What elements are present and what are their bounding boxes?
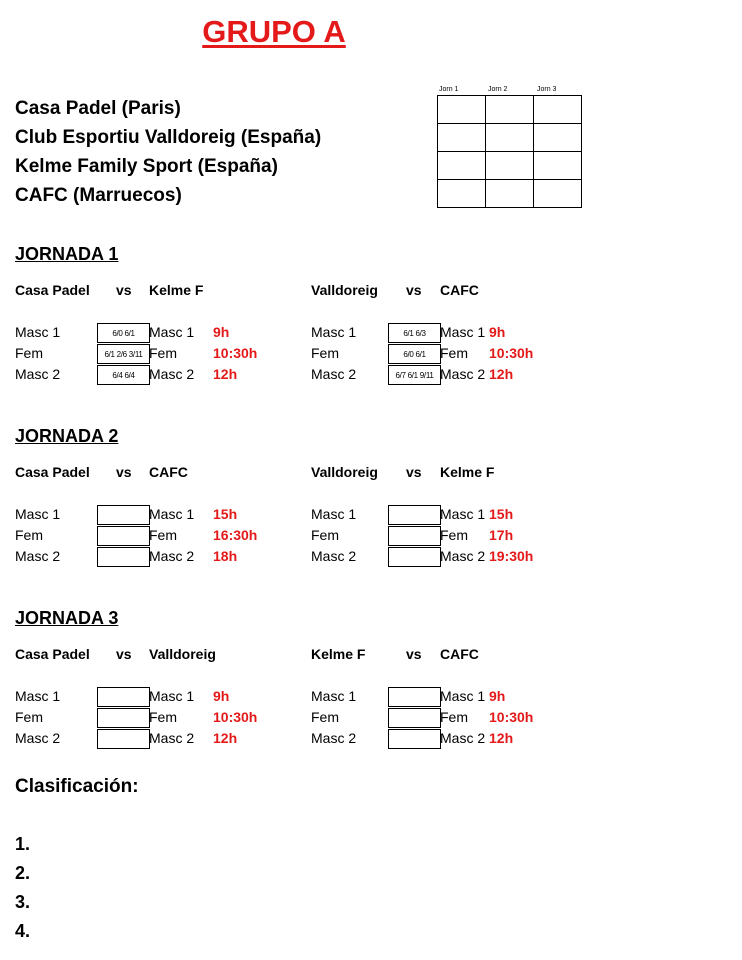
match-time: 12h: [213, 730, 238, 746]
category-label: Masc 1: [311, 324, 357, 340]
jornada-title: JORNADA 2: [15, 426, 119, 446]
category-label-opponent: Masc 2: [149, 366, 195, 382]
match-time: 15h: [213, 506, 238, 522]
match-time: 18h: [213, 548, 238, 564]
result-box[interactable]: [97, 708, 150, 728]
category-label: Masc 2: [311, 730, 357, 746]
classification-position-2: 2.: [15, 863, 31, 883]
category-label-opponent: Fem: [440, 527, 468, 543]
match-away-team: Kelme F: [440, 464, 495, 480]
grid-cell[interactable]: [486, 152, 534, 180]
category-label-opponent: Masc 1: [149, 324, 195, 340]
category-label: Fem: [311, 345, 339, 361]
team-3: Kelme Family Sport (España): [15, 156, 278, 177]
match-vs-label: vs: [116, 646, 132, 662]
category-label: Fem: [15, 709, 43, 725]
category-label-opponent: Fem: [149, 345, 177, 361]
match-home-team: Valldoreig: [311, 464, 378, 480]
classification-position-4: 4.: [15, 921, 31, 941]
category-label: Fem: [311, 709, 339, 725]
result-box[interactable]: 6/0 6/1: [388, 344, 441, 364]
category-label: Masc 1: [15, 506, 61, 522]
jornada-title: JORNADA 3: [15, 608, 119, 628]
grid-cell[interactable]: [486, 180, 534, 208]
result-box[interactable]: 6/7 6/1 9/11: [388, 365, 441, 385]
result-box[interactable]: [97, 687, 150, 707]
match-home-team: Casa Padel: [15, 282, 90, 298]
match-time: 10:30h: [489, 345, 534, 361]
category-label-opponent: Masc 1: [149, 688, 195, 704]
match-time: 17h: [489, 527, 514, 543]
grid-header-1: Jorn 1: [439, 86, 459, 93]
grid-cell[interactable]: [534, 180, 582, 208]
category-label-opponent: Fem: [149, 527, 177, 543]
category-label: Masc 1: [15, 324, 61, 340]
team-2: Club Esportiu Valldoreig (España): [15, 127, 322, 148]
result-box[interactable]: 6/1 6/3: [388, 323, 441, 343]
result-box[interactable]: [388, 687, 441, 707]
result-box[interactable]: [388, 526, 441, 546]
category-label: Masc 1: [311, 688, 357, 704]
result-box[interactable]: [388, 729, 441, 749]
match-away-team: CAFC: [440, 646, 479, 662]
results-grid: [437, 95, 582, 208]
result-box[interactable]: [97, 505, 150, 525]
grid-cell[interactable]: [534, 124, 582, 152]
category-label-opponent: Masc 1: [440, 506, 486, 522]
match-vs-label: vs: [116, 282, 132, 298]
match-time: 10:30h: [213, 345, 258, 361]
result-box[interactable]: [388, 708, 441, 728]
category-label-opponent: Masc 1: [440, 688, 486, 704]
match-time: 9h: [213, 688, 230, 704]
category-label: Masc 2: [311, 366, 357, 382]
match-time: 19:30h: [489, 548, 534, 564]
grid-cell[interactable]: [438, 152, 486, 180]
match-vs-label: vs: [116, 464, 132, 480]
match-vs-label: vs: [406, 282, 422, 298]
category-label-opponent: Fem: [440, 345, 468, 361]
category-label: Fem: [15, 345, 43, 361]
match-time: 10:30h: [213, 709, 258, 725]
result-box[interactable]: [97, 729, 150, 749]
category-label-opponent: Masc 2: [440, 548, 486, 564]
match-home-team: Kelme F: [311, 646, 366, 662]
grid-cell[interactable]: [438, 124, 486, 152]
match-time: 10:30h: [489, 709, 534, 725]
team-4: CAFC (Marruecos): [15, 185, 182, 206]
match-home-team: Casa Padel: [15, 464, 90, 480]
match-time: 9h: [213, 324, 230, 340]
grid-header-3: Jorn 3: [537, 86, 557, 93]
match-vs-label: vs: [406, 646, 422, 662]
category-label: Masc 1: [311, 506, 357, 522]
category-label: Fem: [15, 527, 43, 543]
category-label: Masc 2: [15, 548, 61, 564]
jornada-title: JORNADA 1: [15, 244, 119, 264]
grid-header-2: Jorn 2: [488, 86, 508, 93]
classification-position-3: 3.: [15, 892, 31, 912]
result-box[interactable]: [97, 547, 150, 567]
category-label: Masc 2: [311, 548, 357, 564]
grid-cell[interactable]: [534, 152, 582, 180]
grid-cell[interactable]: [438, 180, 486, 208]
match-time: 12h: [213, 366, 238, 382]
match-time: 9h: [489, 688, 506, 704]
result-box[interactable]: [388, 505, 441, 525]
category-label: Masc 2: [15, 366, 61, 382]
classification-title: Clasificación:: [15, 776, 139, 797]
grid-cell[interactable]: [486, 124, 534, 152]
team-1: Casa Padel (Paris): [15, 98, 181, 119]
category-label: Fem: [311, 527, 339, 543]
category-label-opponent: Masc 2: [440, 730, 486, 746]
result-box[interactable]: [97, 526, 150, 546]
match-time: 15h: [489, 506, 514, 522]
category-label-opponent: Masc 2: [440, 366, 486, 382]
category-label: Masc 2: [15, 730, 61, 746]
match-home-team: Valldoreig: [311, 282, 378, 298]
result-box[interactable]: 6/1 2/6 3/11: [97, 344, 150, 364]
category-label-opponent: Masc 1: [149, 506, 195, 522]
grid-cell[interactable]: [486, 96, 534, 124]
match-home-team: Casa Padel: [15, 646, 90, 662]
grid-cell[interactable]: [534, 96, 582, 124]
category-label-opponent: Masc 2: [149, 548, 195, 564]
match-time: 12h: [489, 730, 514, 746]
result-box[interactable]: 6/4 6/4: [97, 365, 150, 385]
match-time: 12h: [489, 366, 514, 382]
grid-cell[interactable]: [438, 96, 486, 124]
match-away-team: Valldoreig: [149, 646, 216, 662]
match-away-team: Kelme F: [149, 282, 204, 298]
page-title: GRUPO A: [202, 14, 346, 49]
category-label-opponent: Masc 2: [149, 730, 195, 746]
match-time: 16:30h: [213, 527, 258, 543]
category-label-opponent: Fem: [149, 709, 177, 725]
category-label-opponent: Fem: [440, 709, 468, 725]
result-box[interactable]: 6/0 6/1: [97, 323, 150, 343]
category-label-opponent: Masc 1: [440, 324, 486, 340]
match-away-team: CAFC: [149, 464, 188, 480]
match-vs-label: vs: [406, 464, 422, 480]
result-box[interactable]: [388, 547, 441, 567]
classification-position-1: 1.: [15, 834, 31, 854]
match-away-team: CAFC: [440, 282, 479, 298]
match-time: 9h: [489, 324, 506, 340]
category-label: Masc 1: [15, 688, 61, 704]
